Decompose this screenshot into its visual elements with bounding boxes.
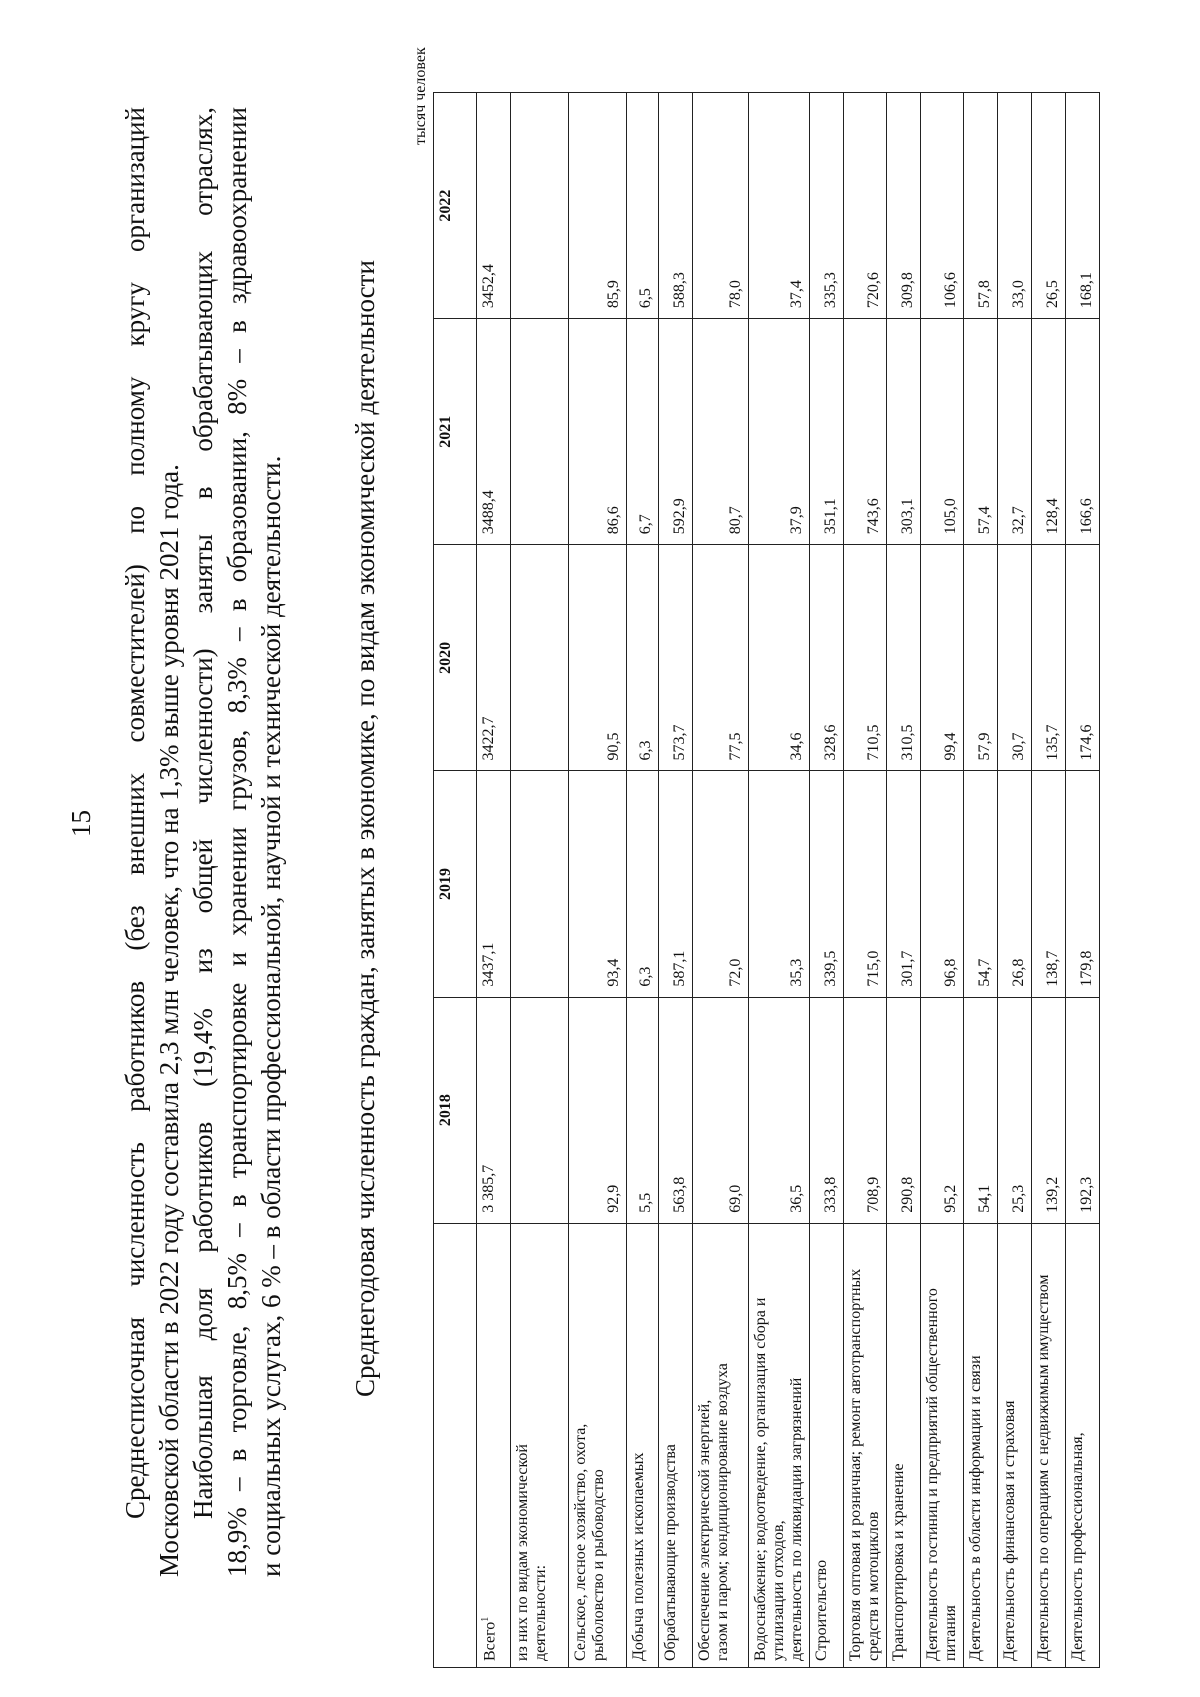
value-cell: 328,6 [810, 545, 844, 771]
value-cell: 57,8 [964, 93, 998, 319]
value-cell: 335,3 [810, 93, 844, 319]
paragraph-line: Среднесписочная численность работников (без внешних совместителей) по полному кругу организаций [120, 107, 150, 1519]
row-label: Строительство [813, 1559, 830, 1661]
value-cell: 26,5 [1032, 93, 1066, 319]
table-row [627, 93, 659, 1668]
value-cell: 301,7 [887, 771, 921, 997]
value-cell: 192,3 [1066, 997, 1100, 1223]
row-label: Деятельность по операциям с недвижимым имуществом [1035, 1274, 1052, 1661]
value-cell [511, 997, 569, 1223]
paragraph-line: Московской области в 2022 году составила 2,3 млн человек, что на 1,3% выше уровня 2021 года. [154, 464, 184, 1577]
value-cell: 573,7 [659, 545, 693, 771]
row-label: Деятельность финансовая и страховая [1001, 1400, 1018, 1661]
value-cell: 290,8 [887, 997, 921, 1223]
value-cell: 168,1 [1066, 93, 1100, 319]
value-cell: 138,7 [1032, 771, 1066, 997]
table-row [998, 93, 1032, 1668]
value-cell: 35,3 [749, 771, 810, 997]
table-row [693, 93, 749, 1668]
table-row [749, 93, 810, 1668]
row-label-cell [627, 1223, 659, 1667]
units-label: тысяч человек [412, 47, 429, 145]
row-label: Обрабатывающие производства [662, 1444, 679, 1661]
value-cell: 105,0 [921, 319, 964, 545]
value-cell: 25,3 [998, 997, 1032, 1223]
value-cell: 57,9 [964, 545, 998, 771]
paragraph-employment [118, 107, 186, 1577]
value-cell: 3422,7 [477, 545, 511, 771]
employment-table [433, 92, 1100, 1668]
row-label-cell [477, 1223, 511, 1667]
value-cell [511, 319, 569, 545]
value-cell: 106,6 [921, 93, 964, 319]
value-cell: 69,0 [693, 997, 749, 1223]
value-cell: 710,5 [844, 545, 887, 771]
value-cell [511, 93, 569, 319]
value-cell: 310,5 [887, 545, 921, 771]
row-label: Водоснабжение; водоотведение, организация сбора и утилизации отходов, деятельность по ликвидации загрязнений [752, 1297, 805, 1661]
value-cell: 5,5 [627, 997, 659, 1223]
value-cell: 174,6 [1066, 545, 1100, 771]
value-cell: 3 385,7 [477, 997, 511, 1223]
header-year-cell: 2020 [434, 545, 477, 771]
header-year-cell: 2019 [434, 771, 477, 997]
value-cell: 90,5 [569, 545, 627, 771]
table-row [659, 93, 693, 1668]
table-row [844, 93, 887, 1668]
value-cell: 57,4 [964, 319, 998, 545]
value-cell: 6,3 [627, 545, 659, 771]
value-cell: 34,6 [749, 545, 810, 771]
paragraph-line: 18,9% – в торговле, 8,5% – в транспортировке и хранении грузов, 8,3% – в образовании, 8% – в здравоохранении [222, 107, 252, 1577]
value-cell [511, 545, 569, 771]
row-label: Обеспечение электрической энергией, газом и паром; кондиционирование воздуха [696, 1363, 731, 1661]
value-cell: 720,6 [844, 93, 887, 319]
value-cell: 30,7 [998, 545, 1032, 771]
header-corner-cell [434, 1223, 477, 1667]
paragraph-line: и социальных услугах, 6 % – в области профессиональной, научной и технической деятельности. [256, 455, 286, 1577]
row-label: Добыча полезных ископаемых [630, 1452, 647, 1661]
row-label-cell [810, 1223, 844, 1667]
row-label: Торговля оптовая и розничная; ремонт автотранспортных средств и мотоциклов [847, 1268, 882, 1661]
value-cell: 80,7 [693, 319, 749, 545]
row-label-cell [921, 1223, 964, 1667]
row-label: Деятельность в области информации и связи [967, 1355, 984, 1661]
row-label-cell [1066, 1223, 1100, 1667]
table-body [434, 93, 1100, 1668]
table-row [511, 93, 569, 1668]
row-label-cell [844, 1223, 887, 1667]
value-cell: 95,2 [921, 997, 964, 1223]
value-cell: 592,9 [659, 319, 693, 545]
value-cell: 339,5 [810, 771, 844, 997]
value-cell: 77,5 [693, 545, 749, 771]
table-row [921, 93, 964, 1668]
value-cell: 96,8 [921, 771, 964, 997]
paragraph-line: Наибольшая доля работников (19,4% из общей численности) заняты в обрабатывающих отраслях, [188, 107, 218, 1519]
value-cell: 333,8 [810, 997, 844, 1223]
value-cell: 166,6 [1066, 319, 1100, 545]
row-label-cell [887, 1223, 921, 1667]
value-cell: 3488,4 [477, 319, 511, 545]
table-caption: Среднегодовая численность граждан, занятых в экономике, по видам экономической деятельности [350, 260, 380, 1397]
value-cell: 309,8 [887, 93, 921, 319]
value-cell: 92,9 [569, 997, 627, 1223]
row-label-cell [511, 1223, 569, 1667]
row-label-cell [964, 1223, 998, 1667]
value-cell: 86,6 [569, 319, 627, 545]
row-label: Деятельность профессиональная, [1069, 1432, 1086, 1661]
table-row [964, 93, 998, 1668]
value-cell: 6,3 [627, 771, 659, 997]
header-year-cell: 2018 [434, 997, 477, 1223]
value-cell: 99,4 [921, 545, 964, 771]
row-label-cell [998, 1223, 1032, 1667]
value-cell: 179,8 [1066, 771, 1100, 997]
value-cell: 37,4 [749, 93, 810, 319]
value-cell: 78,0 [693, 93, 749, 319]
value-cell: 563,8 [659, 997, 693, 1223]
row-label-cell [1032, 1223, 1066, 1667]
value-cell: 54,1 [964, 997, 998, 1223]
table-row [1066, 93, 1100, 1668]
value-cell: 6,7 [627, 319, 659, 545]
row-label: Транспортировка и хранение [890, 1463, 907, 1661]
row-label-cell [569, 1223, 627, 1667]
table-row [810, 93, 844, 1668]
value-cell: 33,0 [998, 93, 1032, 319]
value-cell: 135,7 [1032, 545, 1066, 771]
value-cell: 37,9 [749, 319, 810, 545]
table-row [569, 93, 627, 1668]
value-cell: 85,9 [569, 93, 627, 319]
value-cell: 3437,1 [477, 771, 511, 997]
value-cell: 708,9 [844, 997, 887, 1223]
value-cell: 93,4 [569, 771, 627, 997]
row-label: Сельское, лесное хозяйство, охота, рыболовство и рыбоводство [572, 1423, 607, 1661]
row-label-cell [659, 1223, 693, 1667]
value-cell: 54,7 [964, 771, 998, 997]
value-cell: 303,1 [887, 319, 921, 545]
value-cell [511, 771, 569, 997]
value-cell: 6,5 [627, 93, 659, 319]
value-cell: 26,8 [998, 771, 1032, 997]
row-label-cell [693, 1223, 749, 1667]
value-cell: 743,6 [844, 319, 887, 545]
table-row [477, 93, 511, 1668]
row-label: Деятельность гостиниц и предприятий общественного питания [924, 1288, 959, 1661]
value-cell: 715,0 [844, 771, 887, 997]
value-cell: 36,5 [749, 997, 810, 1223]
value-cell: 32,7 [998, 319, 1032, 545]
row-label-cell [749, 1223, 810, 1667]
row-label: Всего [481, 1621, 499, 1661]
value-cell: 72,0 [693, 771, 749, 997]
page-number: 15 [66, 810, 96, 837]
header-year-cell: 2021 [434, 319, 477, 545]
paragraph-shares [186, 107, 288, 1577]
footnote-marker: 1 [480, 1616, 491, 1622]
header-year-cell: 2022 [434, 93, 477, 319]
value-cell: 351,1 [810, 319, 844, 545]
value-cell: 588,3 [659, 93, 693, 319]
table-row [1032, 93, 1066, 1668]
table-header-row [434, 93, 477, 1668]
table-row [887, 93, 921, 1668]
value-cell: 3452,4 [477, 93, 511, 319]
value-cell: 128,4 [1032, 319, 1066, 545]
value-cell: 139,2 [1032, 997, 1066, 1223]
value-cell: 587,1 [659, 771, 693, 997]
row-label: из них по видам экономической деятельности: [514, 1444, 549, 1661]
